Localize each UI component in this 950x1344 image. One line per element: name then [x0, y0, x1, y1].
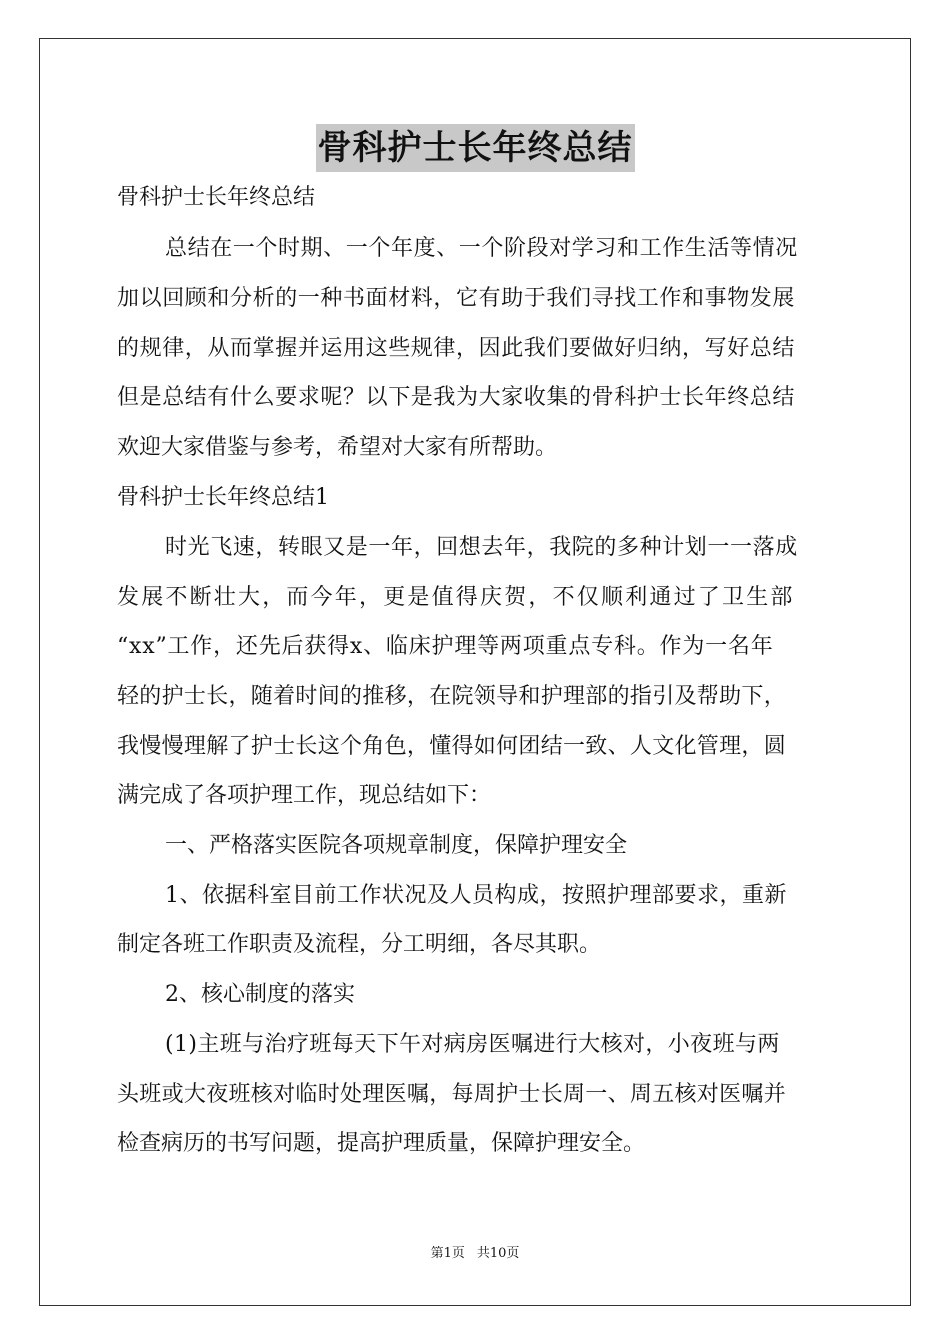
paragraph-line: 时光飞速，转眼又是一年，回想去年，我院的多种计划一一落成	[165, 535, 798, 560]
paragraph-line: 检查病历的书写问题，提高护理质量，保障护理安全。	[117, 1131, 646, 1156]
document-title-container	[0, 124, 950, 172]
paragraph-line: 满完成了各项护理工作，现总结如下：	[117, 783, 492, 808]
page-footer	[0, 1245, 950, 1263]
paragraph-line: 头班或大夜班核对临时处理医嘱，每周护士长周一、周五核对医嘱并	[117, 1082, 787, 1107]
document-title: 骨科护士长年终总结	[316, 124, 635, 172]
paragraph-line: 的规律，从而掌握并运用这些规律，因此我们要做好归纳，写好总结	[117, 336, 796, 361]
paragraph-line: 轻的护士长，随着时间的推移，在院领导和护理部的指引及帮助下，	[117, 684, 787, 709]
paragraph-line: (1)主班与治疗班每天下午对病房医嘱进行大核对，小夜班与两	[165, 1032, 780, 1057]
paragraph-line: “xx”工作，还先后获得x、临床护理等两项重点专科。作为一名年	[117, 634, 774, 659]
page-number: 第1页	[430, 1246, 465, 1261]
section-heading: 骨科护士长年终总结1	[117, 485, 329, 510]
page-border	[39, 38, 911, 1306]
subsection-heading: 2、核心制度的落实	[165, 982, 355, 1007]
subtitle-line: 骨科护士长年终总结	[117, 185, 316, 210]
paragraph-line: 发展不断壮大，而今年，更是值得庆贺，不仅顺利通过了卫生部	[117, 585, 795, 610]
paragraph-line: 欢迎大家借鉴与参考，希望对大家有所帮助。	[117, 435, 558, 460]
paragraph-line: 1、依据科室目前工作状况及人员构成，按照护理部要求，重新	[165, 883, 787, 908]
paragraph-line: 但是总结有什么要求呢？以下是我为大家收集的骨科护士长年终总结	[117, 385, 796, 410]
paragraph-line: 制定各班工作职责及流程，分工明细，各尽其职。	[117, 932, 602, 957]
page-total: 共10页	[476, 1246, 520, 1261]
paragraph-line: 加以回顾和分析的一种书面材料，它有助于我们寻找工作和事物发展	[117, 286, 796, 311]
section-heading: 一、严格落实医院各项规章制度，保障护理安全	[165, 833, 628, 858]
paragraph-line: 总结在一个时期、一个年度、一个阶段对学习和工作生活等情况	[165, 236, 798, 261]
paragraph-line: 我慢慢理解了护士长这个角色，懂得如何团结一致、人文化管理，圆	[117, 734, 787, 759]
